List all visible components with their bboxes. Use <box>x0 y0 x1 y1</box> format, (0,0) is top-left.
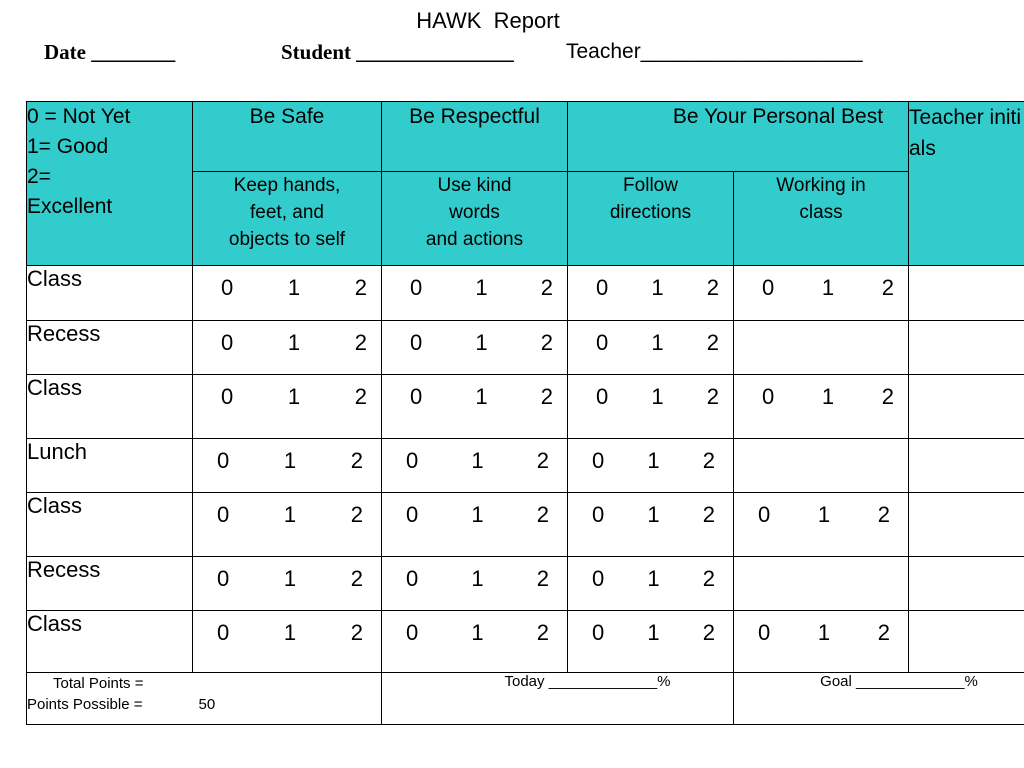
score-option-2[interactable]: 2 <box>354 330 367 355</box>
score-option-2[interactable]: 2 <box>350 448 363 473</box>
score-option-2[interactable]: 2 <box>350 620 363 645</box>
score-row <box>27 266 1024 321</box>
score-option-1[interactable]: 1 <box>471 566 484 591</box>
score-option-2[interactable]: 2 <box>536 502 549 527</box>
score-cell-working <box>734 611 909 673</box>
score-option-1[interactable]: 1 <box>287 384 301 409</box>
score-option-1[interactable]: 1 <box>651 330 664 355</box>
score-option-0[interactable]: 0 <box>410 384 423 409</box>
score-cell-safe <box>193 611 382 673</box>
score-option-0[interactable]: 0 <box>221 384 234 409</box>
row-label: Recess <box>27 321 193 375</box>
total-points-label: Total Points = <box>53 675 144 692</box>
hawk-report-table <box>26 101 1024 725</box>
score-option-2[interactable]: 2 <box>540 384 553 409</box>
score-row <box>27 321 1024 375</box>
score-cell-follow <box>568 375 734 439</box>
score-option-0[interactable]: 0 <box>592 448 605 473</box>
score-cell-respectful <box>382 611 568 673</box>
teacher-initials-cell[interactable] <box>909 321 1024 375</box>
teacher-initials-cell[interactable] <box>909 375 1024 439</box>
header-teacher-initials: Teacher initials <box>909 102 1024 266</box>
score-option-2[interactable]: 2 <box>702 448 715 473</box>
score-option-1[interactable]: 1 <box>647 620 660 645</box>
teacher-initials-cell[interactable] <box>909 611 1024 673</box>
score-row <box>27 439 1024 493</box>
row-label: Class <box>27 611 193 673</box>
teacher-initials-cell[interactable] <box>909 266 1024 321</box>
score-option-1[interactable]: 1 <box>475 275 488 300</box>
score-cell-safe <box>193 557 382 611</box>
score-option-2[interactable]: 2 <box>536 620 549 645</box>
score-option-0[interactable]: 0 <box>217 502 230 527</box>
score-cell-respectful <box>382 375 568 439</box>
score-option-0[interactable]: 0 <box>758 620 771 645</box>
score-cell-respectful <box>382 266 568 321</box>
score-option-2[interactable]: 2 <box>702 566 715 591</box>
subheader-working-in-class: Working in class <box>734 172 909 266</box>
score-option-1[interactable]: 1 <box>821 384 835 409</box>
score-option-2[interactable]: 2 <box>706 330 719 355</box>
score-option-2[interactable]: 2 <box>536 448 549 473</box>
score-cell-respectful <box>382 557 568 611</box>
score-cell-safe <box>193 493 382 557</box>
legend-line: 2= <box>27 165 51 188</box>
score-cell-follow <box>568 557 734 611</box>
score-option-1[interactable]: 1 <box>817 502 831 527</box>
goal-percent-field[interactable]: Goal _____________% <box>734 673 1024 725</box>
score-cell-safe <box>193 375 382 439</box>
score-cell-follow <box>568 321 734 375</box>
score-option-0[interactable]: 0 <box>217 620 230 645</box>
score-option-1[interactable]: 1 <box>471 620 484 645</box>
score-option-2[interactable]: 2 <box>354 275 367 300</box>
legend-line: Excellent <box>27 195 113 218</box>
score-option-0[interactable]: 0 <box>221 330 234 355</box>
score-row <box>27 611 1024 673</box>
totals-cell <box>27 673 382 725</box>
score-option-0[interactable]: 0 <box>596 384 609 409</box>
score-option-1[interactable]: 1 <box>647 448 660 473</box>
score-option-0[interactable]: 0 <box>592 502 605 527</box>
score-row <box>27 375 1024 439</box>
teacher-initials-cell[interactable] <box>909 557 1024 611</box>
score-option-1[interactable]: 1 <box>283 566 297 591</box>
subheader-use-kind-words: Use kind words and actions <box>382 172 568 266</box>
teacher-initials-cell[interactable] <box>909 439 1024 493</box>
score-cell-working <box>734 266 909 321</box>
score-option-2[interactable]: 2 <box>702 620 715 645</box>
score-option-2[interactable]: 2 <box>540 330 553 355</box>
row-label: Class <box>27 266 193 321</box>
score-option-1[interactable]: 1 <box>817 620 831 645</box>
score-option-1[interactable]: 1 <box>283 448 297 473</box>
today-percent-field[interactable]: Today _____________% <box>382 673 734 725</box>
score-cell-working <box>734 321 909 375</box>
legend-line: 0 = Not Yet <box>27 105 131 128</box>
score-cell-follow <box>568 611 734 673</box>
score-option-2[interactable]: 2 <box>881 384 894 409</box>
score-cell-working <box>734 557 909 611</box>
points-possible-label: Points Possible = <box>27 696 143 713</box>
subheader-follow-directions: Follow directions <box>568 172 734 266</box>
score-option-0[interactable]: 0 <box>596 330 609 355</box>
score-option-0[interactable]: 0 <box>410 275 423 300</box>
score-option-2[interactable]: 2 <box>540 275 553 300</box>
score-option-2[interactable]: 2 <box>706 384 719 409</box>
subheader-keep-hands: Keep hands, feet, and objects to self <box>193 172 382 266</box>
score-option-2[interactable]: 2 <box>877 620 890 645</box>
header-be-safe: Be Safe <box>193 102 382 172</box>
score-option-1[interactable]: 1 <box>471 448 484 473</box>
scoring-legend <box>27 102 193 266</box>
score-option-0[interactable]: 0 <box>406 448 419 473</box>
score-option-2[interactable]: 2 <box>706 275 719 300</box>
score-option-2[interactable]: 2 <box>877 502 890 527</box>
score-option-1[interactable]: 1 <box>283 620 297 645</box>
row-label: Lunch <box>27 439 193 493</box>
score-option-1[interactable]: 1 <box>647 502 660 527</box>
score-option-0[interactable]: 0 <box>592 566 605 591</box>
row-label: Class <box>27 375 193 439</box>
score-option-1[interactable]: 1 <box>647 566 660 591</box>
score-option-2[interactable]: 2 <box>881 275 894 300</box>
score-option-0[interactable]: 0 <box>406 620 419 645</box>
score-row <box>27 557 1024 611</box>
row-label: Recess <box>27 557 193 611</box>
score-option-0[interactable]: 0 <box>217 448 230 473</box>
header-be-your-personal-best: Be Your Personal Best <box>568 102 909 172</box>
teacher-field[interactable]: Teacher___________________ <box>566 40 863 63</box>
student-field[interactable]: Student _______________ <box>281 40 514 64</box>
score-option-1[interactable]: 1 <box>651 275 664 300</box>
score-option-1[interactable]: 1 <box>821 275 835 300</box>
teacher-initials-cell[interactable] <box>909 493 1024 557</box>
date-field[interactable]: Date ________ <box>44 40 176 64</box>
score-cell-working <box>734 493 909 557</box>
score-option-0[interactable]: 0 <box>406 566 419 591</box>
score-cell-respectful <box>382 321 568 375</box>
legend-line: 1= Good <box>27 135 109 158</box>
score-option-1[interactable]: 1 <box>287 330 301 355</box>
header-be-respectful: Be Respectful <box>382 102 568 172</box>
score-option-0[interactable]: 0 <box>410 330 423 355</box>
score-cell-follow <box>568 266 734 321</box>
score-cell-safe <box>193 321 382 375</box>
score-cell-follow <box>568 439 734 493</box>
score-option-1[interactable]: 1 <box>651 384 664 409</box>
score-option-2[interactable]: 2 <box>350 566 363 591</box>
score-option-1[interactable]: 1 <box>475 384 488 409</box>
score-option-2[interactable]: 2 <box>536 566 549 591</box>
score-option-1[interactable]: 1 <box>471 502 484 527</box>
score-option-0[interactable]: 0 <box>762 275 775 300</box>
score-option-0[interactable]: 0 <box>221 275 234 300</box>
score-cell-follow <box>568 493 734 557</box>
points-possible-value: 50 <box>198 696 216 713</box>
score-option-1[interactable]: 1 <box>475 330 488 355</box>
score-option-0[interactable]: 0 <box>217 566 230 591</box>
score-option-2[interactable]: 2 <box>350 502 363 527</box>
score-option-0[interactable]: 0 <box>596 275 609 300</box>
score-cell-safe <box>193 439 382 493</box>
score-option-2[interactable]: 2 <box>354 384 367 409</box>
score-option-0[interactable]: 0 <box>758 502 771 527</box>
score-cell-safe <box>193 266 382 321</box>
score-option-0[interactable]: 0 <box>762 384 775 409</box>
score-option-0[interactable]: 0 <box>406 502 419 527</box>
score-cell-respectful <box>382 493 568 557</box>
score-cell-working <box>734 375 909 439</box>
score-cell-working <box>734 439 909 493</box>
report-title: HAWK Report <box>416 8 560 33</box>
score-option-1[interactable]: 1 <box>287 275 301 300</box>
score-cell-respectful <box>382 439 568 493</box>
score-option-1[interactable]: 1 <box>283 502 297 527</box>
score-option-0[interactable]: 0 <box>592 620 605 645</box>
row-label: Class <box>27 493 193 557</box>
score-option-2[interactable]: 2 <box>702 502 715 527</box>
score-row <box>27 493 1024 557</box>
